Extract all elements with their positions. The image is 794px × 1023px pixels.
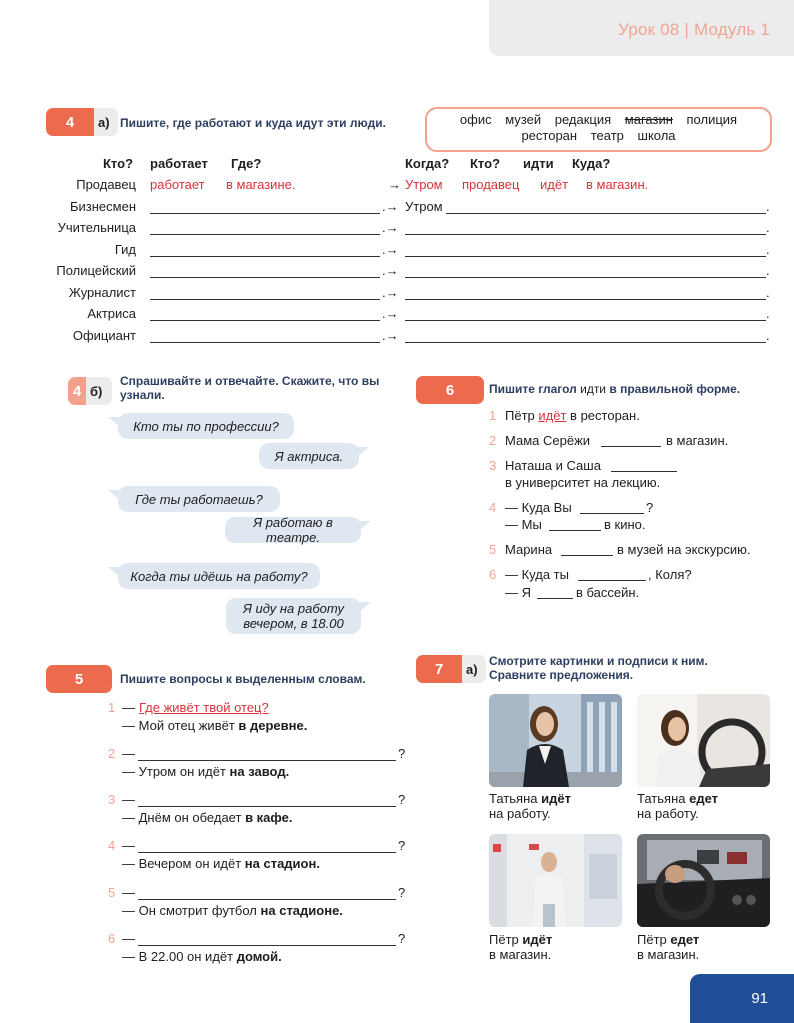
arrow-4: .→	[382, 242, 399, 257]
exercise-4b-instruction: Спрашивайте и отвечайте. Скажите, что вы узнали.	[120, 374, 380, 402]
dialog-answer-2: Я работаю в театре.	[225, 517, 361, 543]
arrow-5: .→	[382, 263, 399, 278]
arrow-2: .→	[382, 199, 399, 214]
header-where: Где?	[231, 156, 262, 171]
photo-man-driving	[637, 834, 770, 927]
blank-left-5[interactable]	[150, 277, 380, 278]
ex5-q-6: ?	[398, 931, 406, 946]
header-who: Кто?	[103, 156, 134, 171]
ex5-blank-2[interactable]	[138, 760, 396, 761]
person-seller: Продавец	[76, 177, 136, 192]
blank-right-8[interactable]	[405, 342, 766, 343]
ex6-num-4: 4	[489, 500, 497, 515]
person-waiter: Официант	[72, 328, 136, 343]
ex6-blank-4a[interactable]	[580, 513, 644, 514]
blank-left-8[interactable]	[150, 342, 380, 343]
ex6-num-3: 3	[489, 458, 497, 473]
ex5-num-4: 4	[108, 838, 116, 853]
word-shop-crossed: магазин	[624, 112, 673, 127]
photo-man-shopping	[489, 834, 622, 927]
exercise-4b-badge: 4 б)	[68, 377, 112, 405]
ex6-item-3: Наташа и Саша	[505, 458, 601, 473]
word-bank	[425, 107, 772, 152]
ex6-item-4-c: в кино.	[604, 517, 646, 532]
word-school: школа	[637, 128, 676, 143]
blank-right-6[interactable]	[405, 299, 766, 300]
ex5-num-2: 2	[108, 746, 116, 761]
word-office: офис	[459, 112, 492, 127]
ex5-dash-6: —	[122, 931, 135, 946]
example-where: в магазине.	[226, 177, 296, 192]
row-end-dot: .	[766, 199, 770, 214]
word-museum: музей	[505, 112, 542, 127]
ex5-num-5: 5	[108, 885, 116, 900]
ex6-num-6: 6	[489, 567, 497, 582]
ex5-blank-5[interactable]	[138, 899, 396, 900]
ex6-item-6-c: в бассейн.	[576, 585, 640, 600]
caption-3: Пётр идёт в магазин.	[489, 932, 553, 962]
photo-woman-walking	[489, 694, 622, 787]
row-end-dot: .	[766, 328, 770, 343]
header-where-to: Куда?	[572, 156, 611, 171]
ex6-item-4-q: ?	[646, 500, 654, 515]
photo-woman-driving	[637, 694, 770, 787]
ex5-dash-2: —	[122, 746, 135, 761]
dialog-answer-1: Я актриса.	[259, 443, 359, 469]
ex6-blank-4b[interactable]	[549, 530, 601, 531]
ex6-blank-6b[interactable]	[537, 598, 573, 599]
row-end-dot: .	[766, 242, 770, 257]
lesson-module-label: Урок 08 | Модуль 1	[618, 20, 770, 39]
arrow-3: .→	[382, 220, 399, 235]
header-go: идти	[523, 156, 554, 171]
person-guide: Гид	[114, 242, 136, 257]
ex6-blank-3[interactable]	[611, 471, 677, 472]
row-end-dot: .	[766, 263, 770, 278]
second-right-start: Утром	[405, 199, 443, 214]
blank-left-6[interactable]	[150, 299, 380, 300]
blank-left-2[interactable]	[150, 213, 380, 214]
word-restaurant: ресторан	[521, 128, 578, 143]
exercise-6-badge: 6	[416, 376, 484, 404]
arrow-7: .→	[382, 306, 399, 321]
word-bank-row-2	[427, 128, 770, 144]
example-when: Утром	[405, 177, 443, 192]
ex5-answer-3: — Днём он обедает в кафе.	[122, 810, 293, 825]
word-editorial: редакция	[554, 112, 612, 127]
ex5-num-3: 3	[108, 792, 116, 807]
ex5-blank-6[interactable]	[138, 945, 396, 946]
row-end-dot: .	[766, 285, 770, 300]
dialog-question-3: Когда ты идёшь на работу?	[118, 563, 320, 589]
blank-right-7[interactable]	[405, 320, 766, 321]
exercise-5-instruction: Пишите вопросы к выделенным словам.	[120, 672, 366, 686]
ex6-item-2: Мама Серёжи	[505, 433, 591, 448]
person-actress: Актриса	[87, 306, 136, 321]
exercise-4a-instruction: Пишите, где работают и куда идут эти люди.	[120, 116, 386, 130]
arrow-1: →	[388, 177, 401, 192]
ex5-q-3: ?	[398, 792, 406, 807]
ex5-dash-4: —	[122, 838, 135, 853]
ex5-answer-2: — Утром он идёт на завод.	[122, 764, 290, 779]
blank-left-4[interactable]	[150, 256, 380, 257]
ex5-dash-1: —	[122, 700, 135, 715]
ex6-item-5: Марина	[505, 542, 553, 557]
person-policeman: Полицейский	[56, 263, 136, 278]
word-police: полиция	[686, 112, 738, 127]
ex5-blank-4[interactable]	[138, 852, 396, 853]
ex6-item-1: Пётр идёт в ресторан.	[505, 408, 640, 423]
ex5-num-6: 6	[108, 931, 116, 946]
ex5-example-question: Где живёт твой отец?	[139, 700, 269, 715]
person-businessman: Бизнесмен	[69, 199, 136, 214]
ex6-blank-5[interactable]	[561, 555, 613, 556]
ex6-blank-6a[interactable]	[578, 580, 646, 581]
ex6-item-6: — Куда ты	[505, 567, 569, 582]
blank-right-2[interactable]	[446, 213, 766, 214]
ex6-answer-1: идёт	[538, 408, 567, 423]
ex5-dash-5: —	[122, 885, 135, 900]
caption-1: Татьяна идёт на работу.	[489, 791, 571, 821]
ex6-num-2: 2	[489, 433, 497, 448]
person-journalist: Журналист	[68, 285, 136, 300]
ex5-answer-5: — Он смотрит футбол на стадионе.	[122, 903, 343, 918]
ex5-dash-3: —	[122, 792, 135, 807]
dialog-question-2: Где ты работаешь?	[118, 486, 280, 512]
ex6-num-1: 1	[489, 408, 497, 423]
header-who-right: Кто?	[470, 156, 501, 171]
exercise-4a-badge: 4 а)	[46, 108, 118, 136]
word-theatre: театр	[590, 128, 624, 143]
ex5-blank-3[interactable]	[138, 806, 396, 807]
exercise-5-badge: 5	[46, 665, 112, 693]
blank-right-5[interactable]	[405, 277, 766, 278]
blank-left-7[interactable]	[150, 320, 380, 321]
blank-right-4[interactable]	[405, 256, 766, 257]
word-bank-row-1	[427, 112, 770, 128]
ex6-item-5-end: в музей на экскурсию.	[617, 542, 751, 557]
ex6-blank-2[interactable]	[601, 446, 661, 447]
exercise-6-instruction: Пишите глагол идти в правильной форме.	[489, 382, 741, 396]
example-destination: в магазин.	[586, 177, 649, 192]
example-who: продавец	[462, 177, 520, 192]
ex5-answer-1: — Мой отец живёт в деревне.	[122, 718, 308, 733]
page-number: 91	[690, 974, 794, 1023]
ex6-num-5: 5	[489, 542, 497, 557]
example-works: работает	[150, 177, 205, 192]
caption-2: Татьяна едет на работу.	[637, 791, 719, 821]
ex6-item-6-b: — Я	[505, 585, 531, 600]
ex6-item-3-end: в университет на лекцию.	[505, 475, 661, 490]
caption-4: Пётр едет в магазин.	[637, 932, 700, 962]
ex6-item-4: — Куда Вы	[505, 500, 572, 515]
arrow-6: .→	[382, 285, 399, 300]
blank-left-3[interactable]	[150, 234, 380, 235]
ex5-q-4: ?	[398, 838, 406, 853]
dialog-answer-3: Я иду на работу вечером, в 18.00	[226, 598, 361, 634]
row-end-dot: .	[766, 306, 770, 321]
ex5-answer-6: — В 22.00 он идёт домой.	[122, 949, 282, 964]
ex6-item-2-end: в магазин.	[666, 433, 729, 448]
ex5-num-1: 1	[108, 700, 116, 715]
ex5-q-2: ?	[398, 746, 406, 761]
header-when: Когда?	[405, 156, 450, 171]
arrow-8: .→	[382, 328, 399, 343]
ex5-answer-4: — Вечером он идёт на стадион.	[122, 856, 320, 871]
ex6-item-4-b: — Мы	[505, 517, 542, 532]
exercise-7a-instruction: Смотрите картинки и подписи к ним. Сравните предложения.	[489, 654, 708, 682]
ex5-q-5: ?	[398, 885, 406, 900]
ex6-item-6-q: , Коля?	[648, 567, 692, 582]
example-goes: идёт	[540, 177, 569, 192]
blank-right-3[interactable]	[405, 234, 766, 235]
person-teacher: Учительница	[57, 220, 136, 235]
row-end-dot: .	[766, 220, 770, 235]
header-works: работает	[150, 156, 208, 171]
exercise-7a-badge: 7 а)	[416, 655, 486, 683]
dialog-question-1: Кто ты по профессии?	[118, 413, 294, 439]
